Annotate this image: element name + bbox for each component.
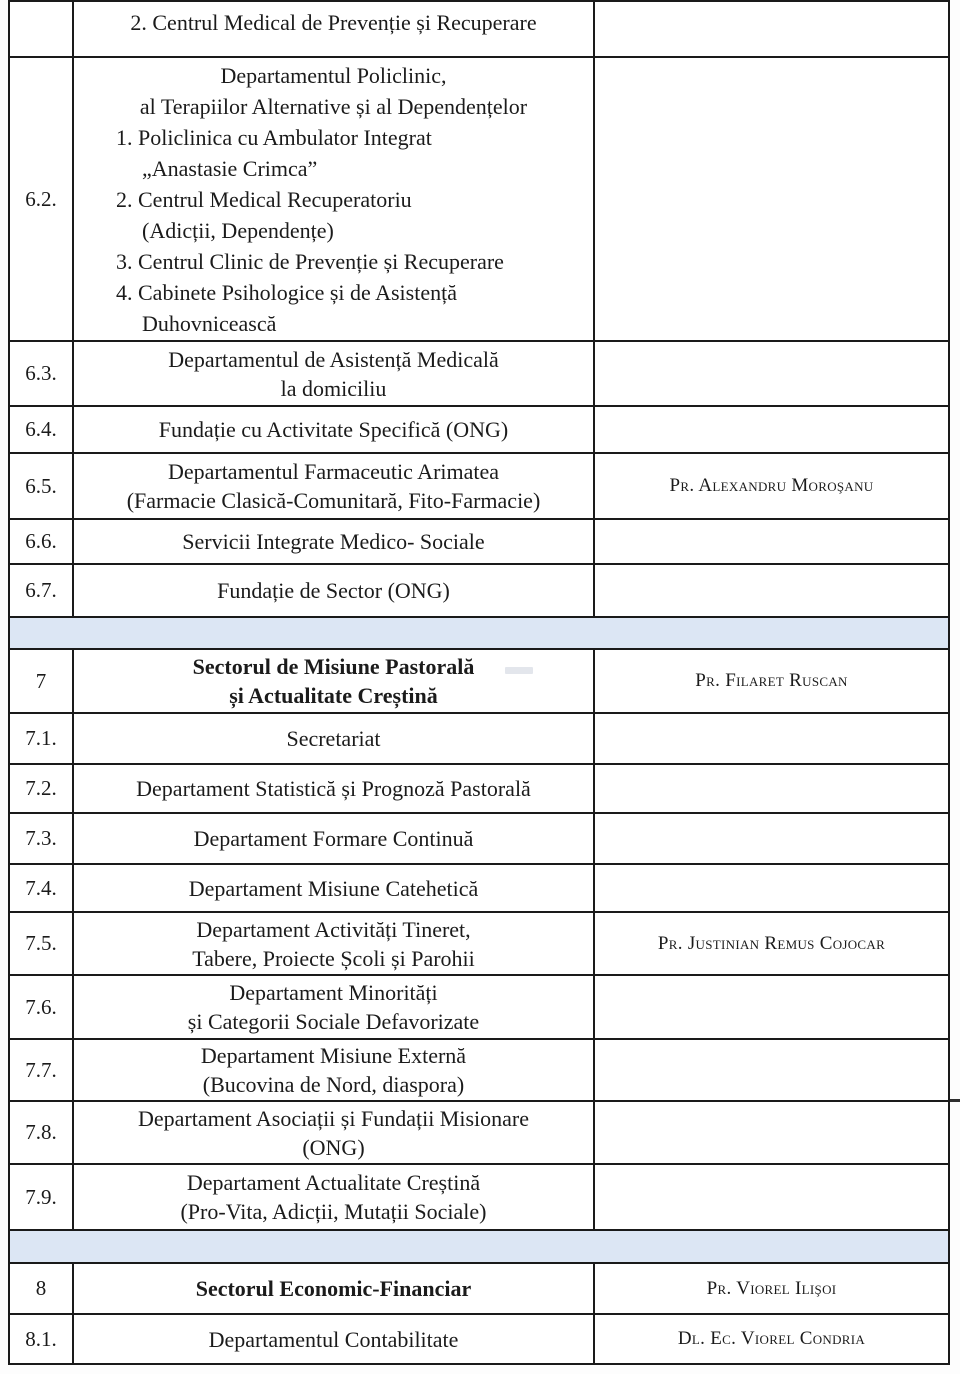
row-number: 6.2. [10, 58, 74, 340]
responsible-person [595, 814, 948, 863]
department-name-line: Departamentul Policlinic, [220, 62, 447, 88]
row-number: 6.7. [10, 565, 74, 616]
department-name-line: 1. Policlinica cu Ambulator Integrat [116, 124, 432, 150]
table-row [10, 58, 948, 342]
department-name-line: și Categorii Sociale Defavorizate [187, 1009, 480, 1034]
scan-smudge-artifact [505, 667, 533, 674]
department-name [74, 814, 595, 863]
responsible-person [595, 342, 948, 405]
department-name-line: al Terapiilor Alternative și al Dependențelor [139, 93, 528, 119]
table-row [10, 814, 948, 865]
department-name-line: Fundație de Sector (ONG) [217, 578, 450, 603]
row-number: 7.6. [10, 976, 74, 1038]
department-name [74, 1264, 595, 1313]
row-number: 6.5. [10, 454, 74, 518]
department-name [74, 913, 595, 974]
responsible-person: Pr. Alexandru Moroşanu [669, 475, 874, 496]
table-row [10, 454, 948, 520]
table-row [10, 1165, 948, 1231]
scan-line-artifact [950, 1099, 960, 1102]
responsible-person: Pr. Viorel Ilişoi [706, 1277, 837, 1299]
responsible-person [595, 2, 948, 56]
row-number: 6.4. [10, 407, 74, 452]
responsible-person [595, 58, 948, 340]
department-name [74, 2, 595, 56]
department-name-line: Servicii Integrate Medico- Sociale [182, 529, 485, 554]
department-name-line: Departamentul Farmaceutic Arimatea [167, 459, 500, 484]
responsible-person [595, 765, 948, 812]
row-number: 8 [10, 1264, 74, 1313]
department-name [74, 865, 595, 911]
row-number: 8.1. [10, 1315, 74, 1363]
department-name-line: Departament Statistică și Prognoză Pastorală [136, 776, 531, 801]
row-number: 6.3. [10, 342, 74, 405]
responsible-person [595, 714, 948, 763]
table-row [10, 1102, 948, 1165]
department-name [74, 714, 595, 763]
department-name [74, 1315, 595, 1363]
department-name-line: (ONG) [302, 1134, 365, 1160]
row-number [10, 2, 74, 56]
row-number: 7.8. [10, 1102, 74, 1163]
department-name-line: Sectorul Economic-Financiar [195, 1276, 472, 1301]
row-number: 7.4. [10, 865, 74, 911]
row-number: 6.6. [10, 520, 74, 563]
department-name [74, 976, 595, 1038]
responsible-person [595, 976, 948, 1038]
department-name-line: Departament Activități Tineret, [196, 916, 471, 942]
department-name-line: și Actualitate Creștină [229, 683, 438, 708]
table-row [10, 650, 948, 714]
responsible-person [595, 407, 948, 452]
department-name-line: Departament Asociații și Fundații Misionare [137, 1105, 530, 1131]
table-row [10, 2, 948, 58]
department-name-line: Departament Misiune Externă [200, 1043, 467, 1068]
table-row [10, 1040, 948, 1102]
department-name-line: 3. Centrul Clinic de Prevenție și Recuperare [116, 248, 504, 274]
department-name [74, 650, 595, 712]
table-row [10, 1264, 948, 1315]
department-name-line: Departament Minorități [229, 980, 438, 1005]
responsible-person: Pr. Filaret Ruscan [695, 670, 848, 691]
table-row [10, 1315, 948, 1365]
department-name-line: Duhovnicească [142, 310, 277, 336]
department-name [74, 58, 595, 340]
row-number: 7.1. [10, 714, 74, 763]
department-name [74, 407, 595, 452]
department-name-line: Departamentul Contabilitate [208, 1326, 459, 1352]
department-name [74, 1102, 595, 1163]
table-row [10, 714, 948, 765]
table-row [10, 765, 948, 814]
department-name-line: Departament Actualitate Creștină [186, 1170, 481, 1195]
department-name [74, 342, 595, 405]
table-row [10, 565, 948, 618]
responsible-person: Pr. Justinian Remus Cojocar [657, 932, 886, 954]
department-name-line: Fundație cu Activitate Specifică (ONG) [158, 417, 509, 442]
table-row [10, 342, 948, 407]
row-number: 7 [10, 650, 74, 712]
responsible-person [595, 520, 948, 563]
row-number: 7.2. [10, 765, 74, 812]
department-name-line: 2. Centrul Medical Recuperatoriu [116, 186, 412, 212]
row-number: 7.9. [10, 1165, 74, 1229]
responsible-person: Dl. Ec. Viorel Condria [677, 1328, 866, 1349]
department-name-line: (Pro-Vita, Adicții, Mutații Sociale) [180, 1199, 487, 1224]
department-name-line: Departamentul de Asistență Medicală [168, 346, 499, 372]
department-name-line: 2. Centrul Medical de Prevenție și Recuperare [130, 10, 537, 35]
department-name [74, 454, 595, 518]
department-name [74, 1165, 595, 1229]
section-separator-band [10, 618, 948, 650]
table-row [10, 865, 948, 913]
responsible-person [595, 1102, 948, 1163]
responsible-person [595, 565, 948, 616]
responsible-person [595, 1165, 948, 1229]
department-name-line: (Bucovina de Nord, diaspora) [202, 1072, 465, 1097]
row-number: 7.3. [10, 814, 74, 863]
department-name [74, 565, 595, 616]
department-name-line: Sectorul de Misiune Pastorală [192, 654, 475, 679]
department-name-line: „Anastasie Crimca” [142, 155, 318, 181]
department-name-line: (Adicții, Dependențe) [142, 217, 334, 243]
department-name-line: Secretariat [286, 726, 381, 751]
table-row [10, 976, 948, 1040]
org-structure-table [8, 0, 950, 1365]
department-name [74, 765, 595, 812]
department-name-line: Departament Formare Continuă [193, 826, 474, 851]
department-name-line: (Farmacie Clasică-Comunitară, Fito-Farmacie) [126, 488, 541, 513]
department-name-line: la domiciliu [280, 375, 387, 401]
department-name-line: Tabere, Proiecte Școli și Parohii [192, 945, 475, 971]
table-row [10, 913, 948, 976]
table-row [10, 520, 948, 565]
row-number: 7.5. [10, 913, 74, 974]
department-name [74, 520, 595, 563]
table-row [10, 407, 948, 454]
responsible-person [595, 865, 948, 911]
responsible-person [595, 1040, 948, 1100]
row-number: 7.7. [10, 1040, 74, 1100]
department-name-line: Departament Misiune Catehetică [188, 875, 479, 901]
department-name [74, 1040, 595, 1100]
department-name-line: 4. Cabinete Psihologice și de Asistență [116, 279, 457, 305]
section-separator-band [10, 1231, 948, 1264]
